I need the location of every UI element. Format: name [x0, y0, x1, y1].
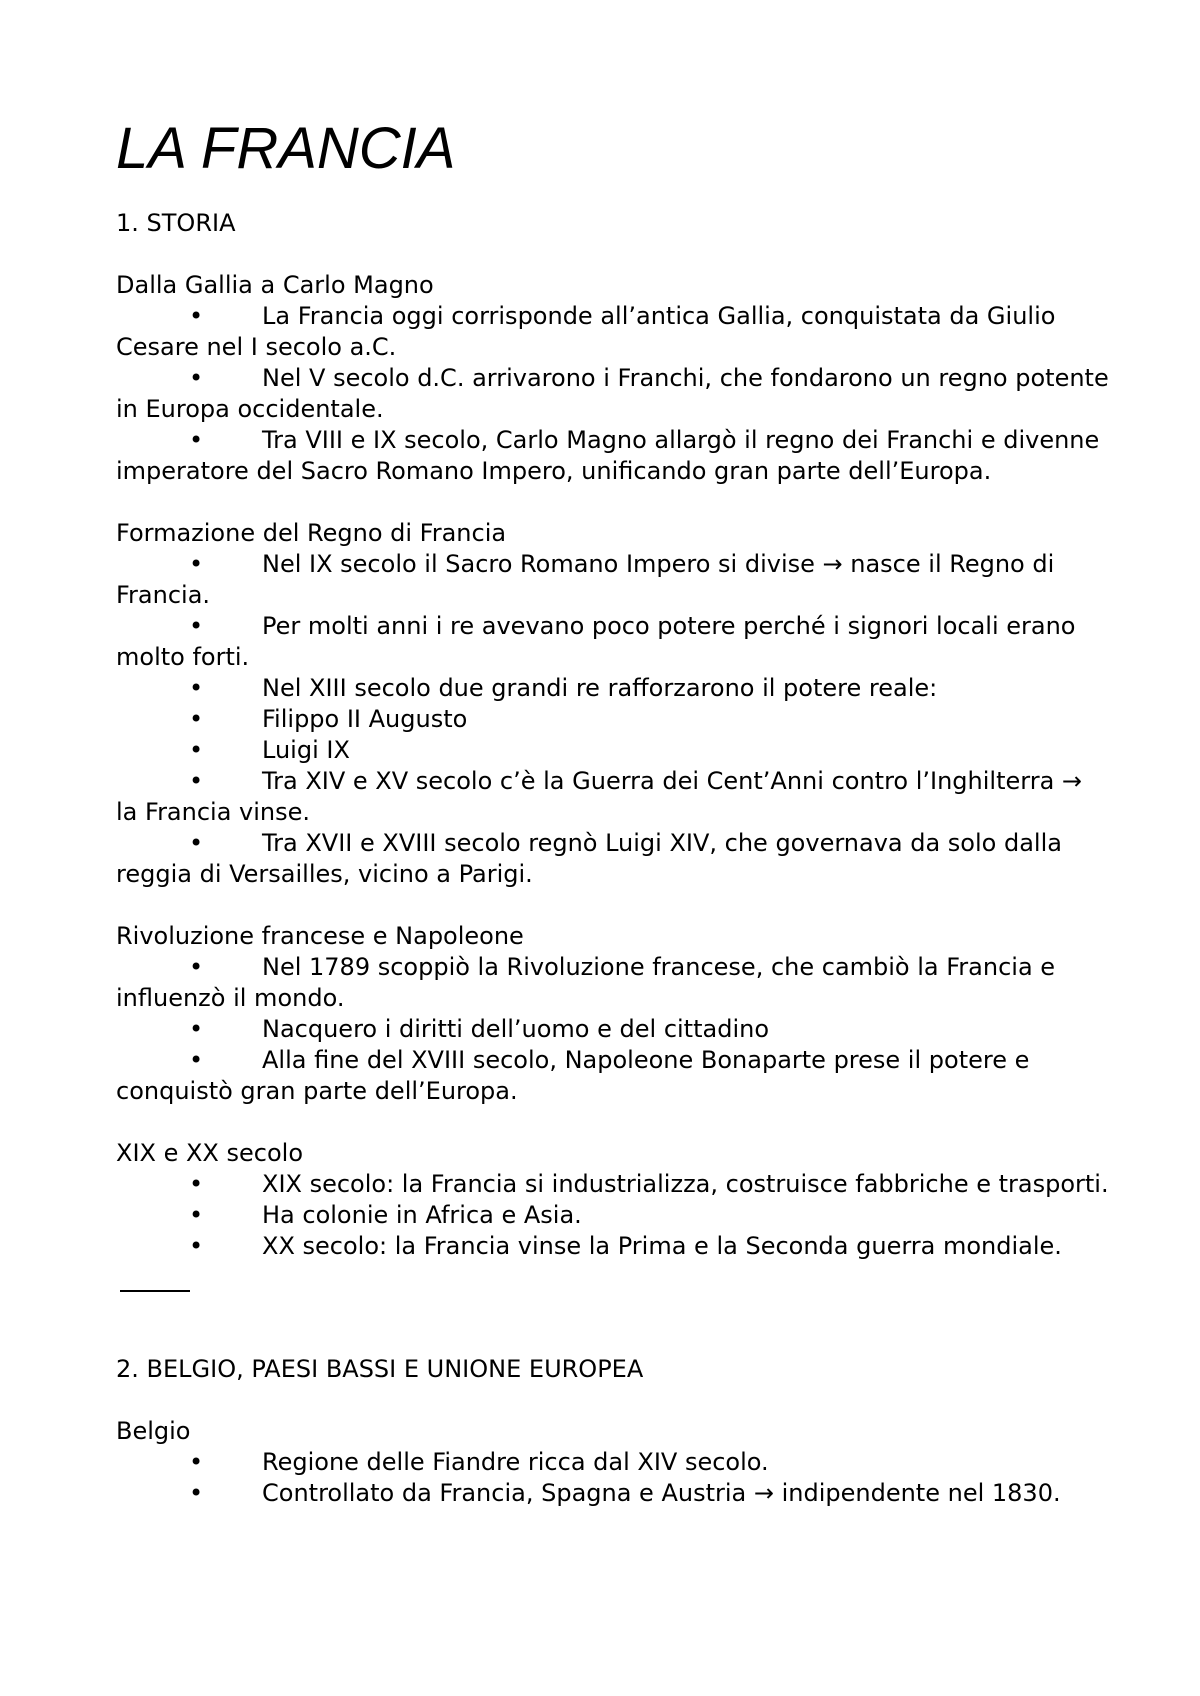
list-item: • Per molti anni i re avevano poco potere perché i signori locali erano molto forti.: [116, 612, 1084, 671]
list-item: • Nel 1789 scoppiò la Rivoluzione francese, che cambiò la Francia e influenzò il mondo.: [116, 953, 1063, 1012]
subheading-rivoluzione: Rivoluzione francese e Napoleone: [116, 922, 524, 950]
bullet-glyph: •: [189, 829, 204, 857]
list-item-continuation: la Francia vinse.: [116, 798, 311, 826]
list-item: • Alla fine del XVIII secolo, Napoleone Bonaparte prese il potere e conquistò gran parte dell’Europa.: [116, 1046, 1038, 1105]
bullet-glyph: •: [189, 1448, 204, 1476]
bullet-glyph: •: [189, 736, 204, 764]
list-item: • Nel IX secolo il Sacro Romano Impero si divise → nasce il Regno di Francia.: [116, 550, 1062, 609]
subheading-secoli: XIX e XX secolo: [116, 1139, 303, 1167]
list-item: • Tra XVII e XVIII secolo regnò Luigi XIV, che governava da solo dalla reggia di Versailles, vicino a Parigi.: [116, 829, 1070, 888]
bullet-glyph: •: [189, 426, 204, 454]
list-item: • Tra VIII e IX secolo, Carlo Magno allargò il regno dei Franchi e divenne imperatore del Sacro Romano Impero, unificando gran parte dell’Europa.: [116, 426, 1107, 485]
section-divider: [120, 1290, 190, 1292]
bullet-glyph: •: [189, 767, 204, 795]
list-item: • Tra XIV e XV secolo c’è la Guerra dei Cent’Anni contro l’Inghilterra →: [189, 767, 1083, 795]
list-item: • XIX secolo: la Francia si industrializza, costruisce fabbriche e trasporti.: [189, 1170, 1109, 1198]
bullet-glyph: •: [189, 1201, 204, 1229]
bullet-glyph: •: [189, 1015, 204, 1043]
list-item: • Regione delle Fiandre ricca dal XIV secolo.: [189, 1448, 769, 1476]
bullet-glyph: •: [189, 674, 204, 702]
list-item: • Nel XIII secolo due grandi re rafforzarono il potere reale:: [189, 674, 938, 702]
bullet-glyph: •: [189, 550, 204, 578]
bullet-glyph: •: [189, 364, 204, 392]
list-item: • Luigi IX: [189, 736, 350, 764]
list-item: • La Francia oggi corrisponde all’antica Gallia, conquistata da Giulio Cesare nel I secolo a.C.: [116, 302, 1064, 361]
list-item: • Controllato da Francia, Spagna e Austria → indipendente nel 1830.: [189, 1479, 1061, 1507]
section-heading-belgio: 2. BELGIO, PAESI BASSI E UNIONE EUROPEA: [116, 1355, 644, 1383]
section-heading-storia: 1. STORIA: [116, 209, 236, 237]
document-body: [116, 208, 1116, 1509]
list-item: • XX secolo: la Francia vinse la Prima e la Seconda guerra mondiale.: [189, 1232, 1062, 1260]
list-item: • Nacquero i diritti dell’uomo e del cittadino: [189, 1015, 769, 1043]
list-item: • Nel V secolo d.C. arrivarono i Franchi, che fondarono un regno potente in Europa occidentale.: [116, 364, 1117, 423]
list-item: • Filippo II Augusto: [189, 705, 468, 733]
subheading-gallia: Dalla Gallia a Carlo Magno: [116, 271, 434, 299]
bullet-glyph: •: [189, 705, 204, 733]
list-item: • Ha colonie in Africa e Asia.: [189, 1201, 582, 1229]
bullet-glyph: •: [189, 1479, 204, 1507]
bullet-glyph: •: [189, 302, 204, 330]
subheading-regno: Formazione del Regno di Francia: [116, 519, 507, 547]
bullet-glyph: •: [189, 1232, 204, 1260]
document-title: LA FRANCIA: [116, 116, 456, 181]
bullet-glyph: •: [189, 953, 204, 981]
bullet-glyph: •: [189, 1046, 204, 1074]
bullet-glyph: •: [189, 612, 204, 640]
bullet-glyph: •: [189, 1170, 204, 1198]
subheading-belgio: Belgio: [116, 1417, 191, 1445]
